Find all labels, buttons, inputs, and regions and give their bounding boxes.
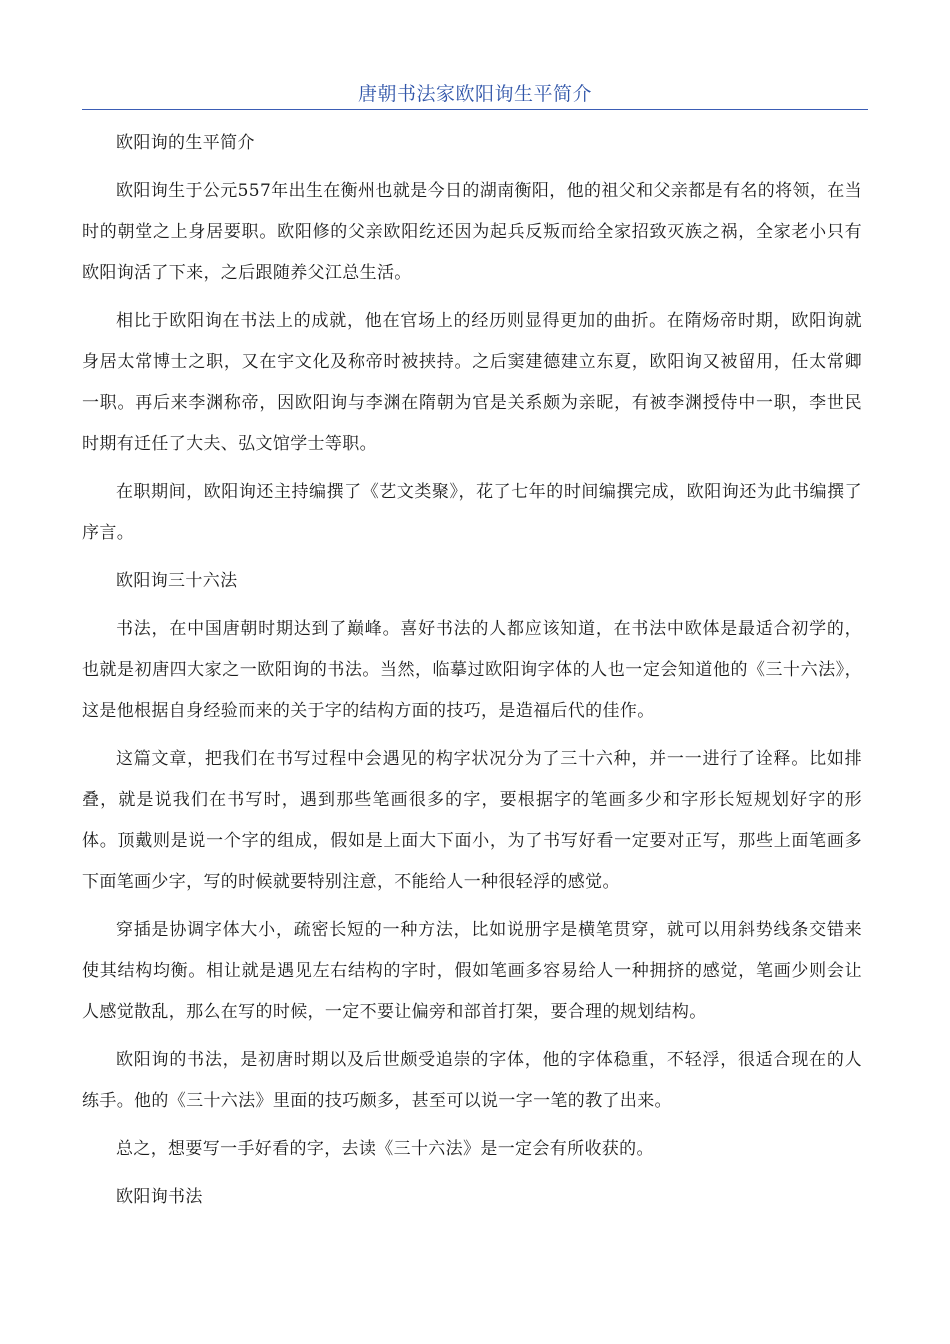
paragraph: 这篇文章，把我们在书写过程中会遇见的构字状况分为了三十六种，并一一进行了诠释。比如排叠，就是说我们在书写时，遇到那些笔画很多的字，要根据字的笔画多少和字形长短规划好字的形体。顶戴则是说一个字的组成，假如是上面大下面小，为了书写好看一定要对正写，那些上面笔画多下面笔画少字，写的时候就要特别注意，不能给人一种很轻浮的感觉。 [82, 749, 862, 892]
paragraph: 穿插是协调字体大小，疏密长短的一种方法，比如说册字是横笔贯穿，就可以用斜势线条交错来使其结构均衡。相让就是遇见左右结构的字时，假如笔画多容易给人一种拥挤的感觉，笔画少则会让人感觉散乱，那么在写的时候，一定不要让偏旁和部首打架，要合理的规划结构。 [82, 920, 862, 1022]
section-heading: 欧阳询三十六法 [116, 571, 238, 591]
section-heading: 欧阳询的生平简介 [116, 133, 255, 153]
paragraph: 书法，在中国唐朝时期达到了巅峰。喜好书法的人都应该知道，在书法中欧体是最适合初学的，也就是初唐四大家之一欧阳询的书法。当然，临摹过欧阳询字体的人也一定会知道他的《三十六法》，这是他根据自身经验而来的关于字的结构方面的技巧，是造福后代的佳作。 [82, 619, 862, 721]
page-title: 唐朝书法家欧阳询生平简介 [357, 83, 592, 105]
paragraph: 欧阳询生于公元557年出生在衡州也就是今日的湖南衡阳，他的祖父和父亲都是有名的将领，在当时的朝堂之上身居要职。欧阳修的父亲欧阳纥还因为起兵反叛而给全家招致灭族之祸，全家老小只有欧阳询活了下来，之后跟随养父江总生活。 [82, 181, 862, 283]
section-heading: 欧阳询书法 [116, 1187, 203, 1207]
title-divider [82, 109, 868, 110]
document-body [82, 123, 862, 1225]
paragraph: 在职期间，欧阳询还主持编撰了《艺文类聚》，花了七年的时间编撰完成，欧阳询还为此书编撰了序言。 [82, 482, 862, 543]
paragraph: 相比于欧阳询在书法上的成就，他在官场上的经历则显得更加的曲折。在隋炀帝时期，欧阳询就身居太常博士之职，又在宇文化及称帝时被挟持。之后窦建德建立东夏，欧阳询又被留用，任太常卿一职。再后来李渊称帝，因欧阳询与李渊在隋朝为官是关系颇为亲昵，有被李渊授侍中一职，李世民时期有迁任了大夫、弘文馆学士等职。 [82, 311, 862, 454]
paragraph: 总之，想要写一手好看的字，去读《三十六法》是一定会有所收获的。 [116, 1139, 654, 1159]
paragraph: 欧阳询的书法，是初唐时期以及后世颇受追崇的字体，他的字体稳重，不轻浮，很适合现在的人练手。他的《三十六法》里面的技巧颇多，甚至可以说一字一笔的教了出来。 [82, 1050, 862, 1111]
